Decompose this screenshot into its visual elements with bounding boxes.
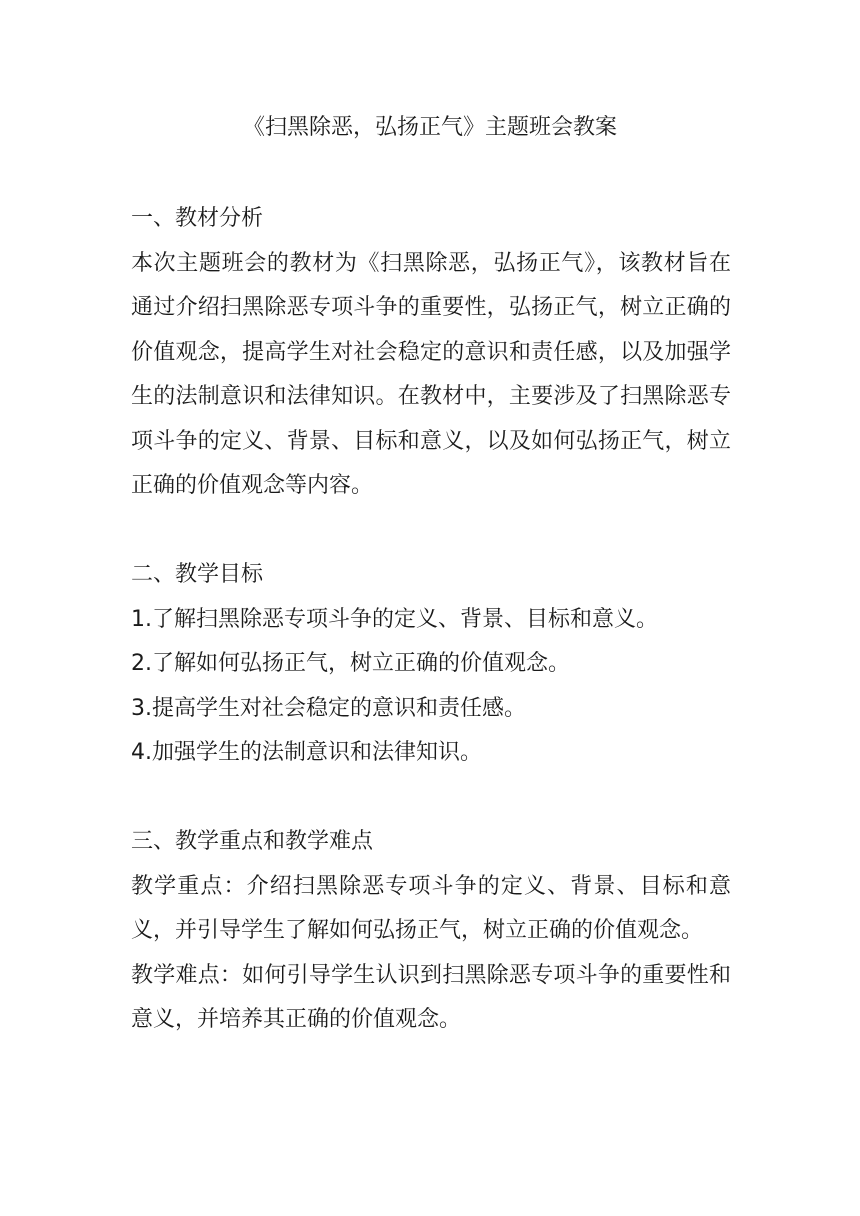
objective-item: 2.了解如何弘扬正气，树立正确的价值观念。 [131,651,570,676]
section-textbook-analysis [131,197,731,509]
objective-item: 3.提高学生对社会稳定的意识和责任感。 [131,695,526,721]
key-point-paragraph: 教学重点：介绍扫黑除恶专项斗争的定义、背景、目标和意义，并引导学生了解如何弘扬正气，树立正确的价值观念。 [131,873,731,943]
section-key-and-difficult-points [131,820,731,1043]
section-heading: 一、教材分析 [131,206,264,231]
blank-line [131,509,731,554]
section-teaching-objectives [131,553,731,776]
document-body [131,197,731,1043]
difficulty-paragraph: 教学难点：如何引导学生认识到扫黑除恶专项斗争的重要性和意义，并培养其正确的价值观念。 [131,962,731,1032]
blank-line [131,776,731,821]
objective-item: 4.加强学生的法制意识和法律知识。 [131,740,482,765]
section-heading: 二、教学目标 [131,562,264,587]
document-title: 《扫黑除恶，弘扬正气》主题班会教案 [242,115,617,140]
section-heading: 三、教学重点和教学难点 [131,829,374,854]
objective-item: 1.了解扫黑除恶专项斗争的定义、背景、目标和意义。 [131,606,658,632]
section-paragraph: 本次主题班会的教材为《扫黑除恶，弘扬正气》，该教材旨在通过介绍扫黑除恶专项斗争的重要性，弘扬正气，树立正确的价值观念，提高学生对社会稳定的意识和责任感，以及加强学生的法制意识和法律知识。在教材中，主要涉及了扫黑除恶专项斗争的定义、背景、目标和意义，以及如何弘扬正气，树立正确的价值观念等内容。 [131,250,731,498]
